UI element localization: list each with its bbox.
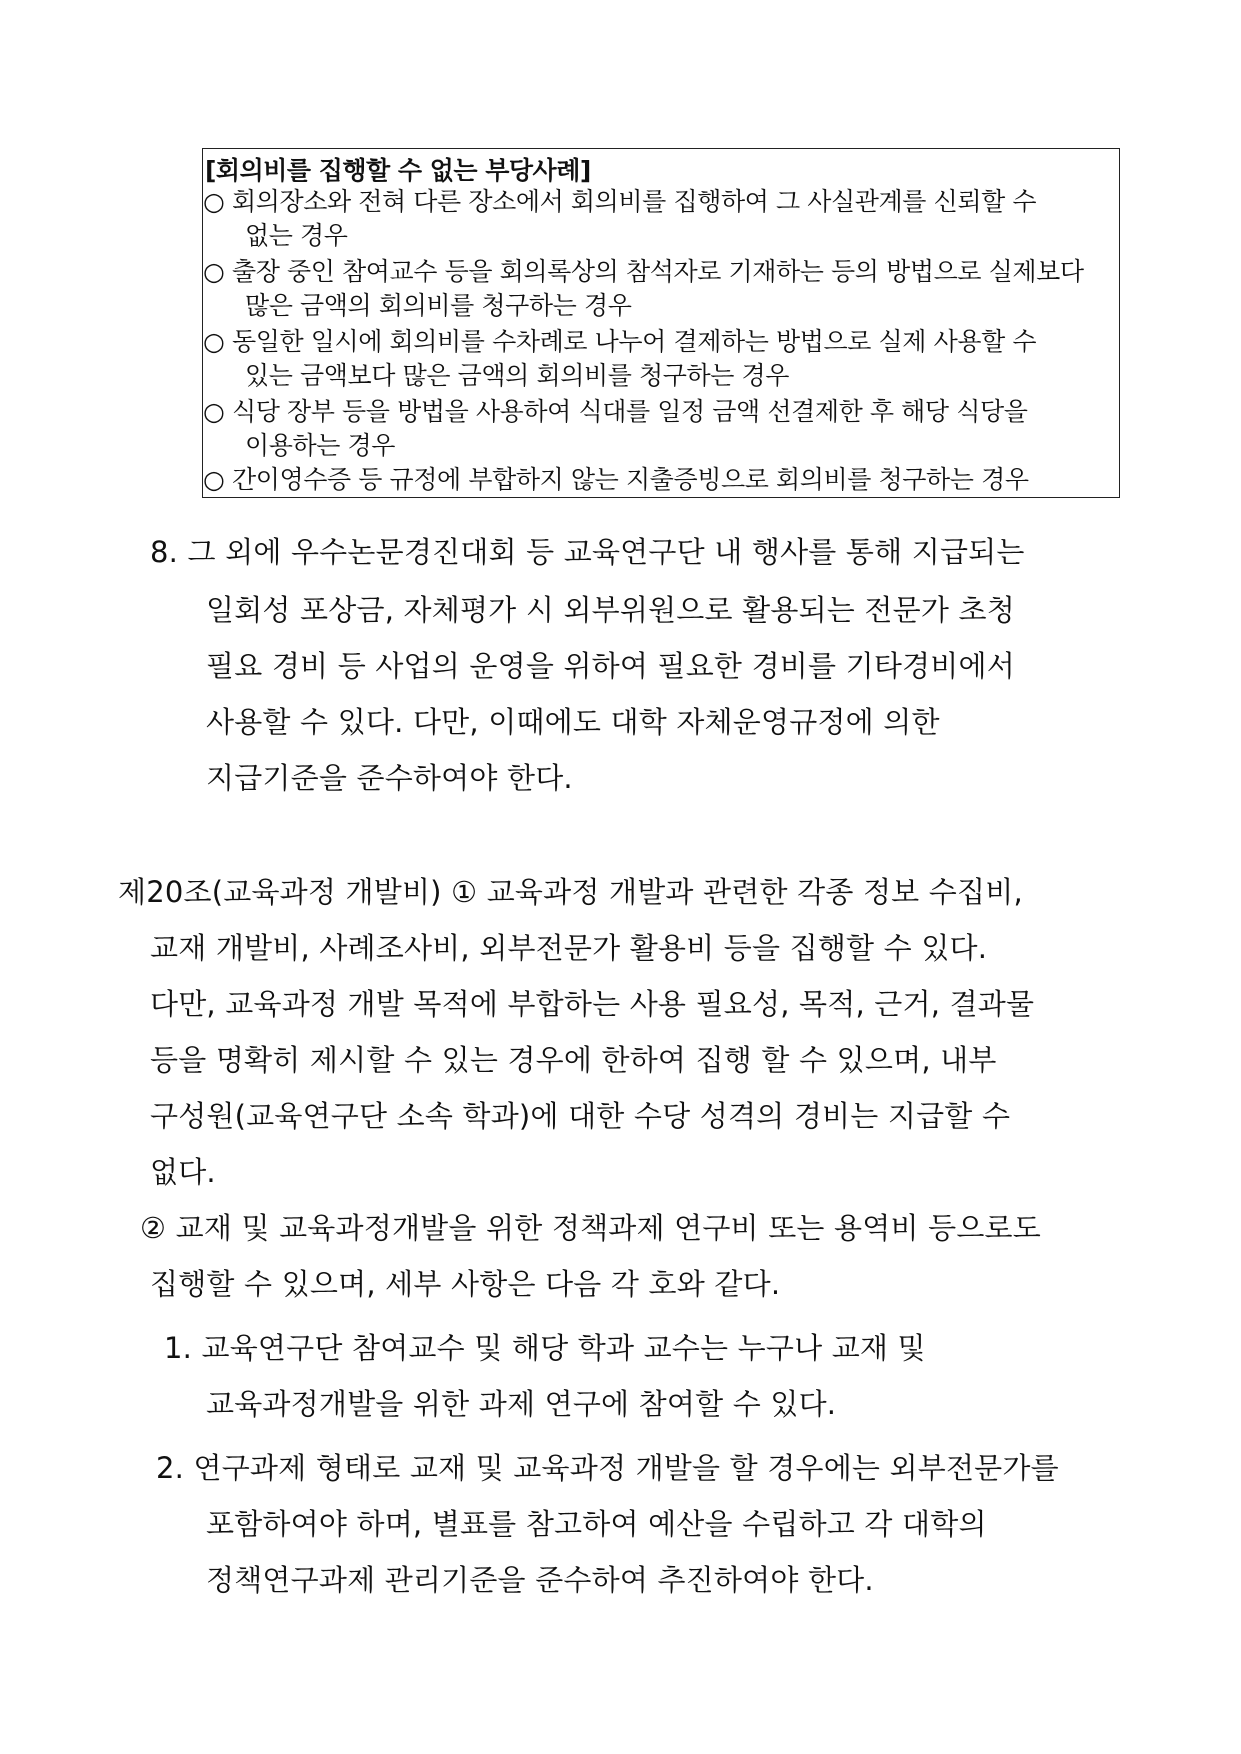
article20-para2-line: ② 교재 및 교육과정개발을 위한 정책과제 연구비 또는 용역비 등으로도: [140, 1211, 1041, 1245]
box-title: [회의비를 집행할 수 없는 부당사례]: [205, 156, 591, 185]
box-item-line: ○ 간이영수증 등 규정에 부합하지 않는 지출증빙으로 회의비를 청구하는 경우: [203, 465, 1029, 494]
article20-line: 등을 명확히 제시할 수 있는 경우에 한하여 집행 할 수 있으며, 내부: [150, 1043, 997, 1077]
box-item: [203, 255, 1084, 323]
box-item-continuation: 없는 경우: [245, 221, 348, 250]
article20-line: 다만, 교육과정 개발 목적에 부합하는 사용 필요성, 목적, 근거, 결과물: [150, 987, 1035, 1021]
box-item-continuation: 이용하는 경우: [245, 431, 396, 460]
article20-line: 없다.: [150, 1155, 216, 1189]
subitem1-line: 교육과정개발을 위한 과제 연구에 참여할 수 있다.: [206, 1387, 837, 1421]
article20-line: 구성원(교육연구단 소속 학과)에 대한 수당 성격의 경비는 지급할 수: [150, 1099, 1011, 1133]
item8-line: 지급기준을 준수하여야 한다.: [206, 761, 573, 795]
box-item-continuation: 있는 금액보다 많은 금액의 회의비를 청구하는 경우: [245, 361, 790, 390]
box-item-line: ○ 식당 장부 등을 방법을 사용하여 식대를 일정 금액 선결제한 후 해당 식당을: [203, 397, 1028, 426]
box-item: [203, 325, 1036, 393]
box-item-line: ○ 출장 중인 참여교수 등을 회의록상의 참석자로 기재하는 등의 방법으로 실제보다: [203, 257, 1084, 286]
subitem2-line: 포함하여야 하며, 별표를 참고하여 예산을 수립하고 각 대학의: [206, 1507, 987, 1541]
article20-para2-line: 집행할 수 있으며, 세부 사항은 다음 각 호와 같다.: [150, 1267, 781, 1301]
subitem2-line: 2. 연구과제 형태로 교재 및 교육과정 개발을 할 경우에는 외부전문가를: [156, 1451, 1059, 1485]
subitem2-line: 정책연구과제 관리기준을 준수하여 추진하여야 한다.: [206, 1563, 874, 1597]
item8-line: 사용할 수 있다. 다만, 이때에도 대학 자체운영규정에 의한: [206, 705, 940, 739]
box-item-line: ○ 회의장소와 전혀 다른 장소에서 회의비를 집행하여 그 사실관계를 신뢰할 수: [203, 187, 1037, 216]
box-item-line: ○ 동일한 일시에 회의비를 수차례로 나누어 결제하는 방법으로 실제 사용할 수: [203, 327, 1037, 356]
item8-line: 필요 경비 등 사업의 운영을 위하여 필요한 경비를 기타경비에서: [206, 649, 1015, 683]
subitem1-line: 1. 교육연구단 참여교수 및 해당 학과 교수는 누구나 교재 및: [164, 1331, 926, 1365]
article20-heading-line: 제20조(교육과정 개발비) ① 교육과정 개발과 관련한 각종 정보 수집비,: [118, 875, 1023, 909]
item8-line: 8. 그 외에 우수논문경진대회 등 교육연구단 내 행사를 통해 지급되는: [150, 535, 1025, 569]
item8-line: 일회성 포상금, 자체평가 시 외부위원으로 활용되는 전문가 초청: [206, 593, 1015, 627]
box-item: [203, 185, 1036, 253]
article20-line: 교재 개발비, 사례조사비, 외부전문가 활용비 등을 집행할 수 있다.: [150, 931, 988, 965]
improper-cases-box: [202, 148, 1120, 498]
box-item-continuation: 많은 금액의 회의비를 청구하는 경우: [245, 291, 632, 320]
box-item: [203, 395, 1027, 463]
box-item: [203, 463, 1029, 497]
